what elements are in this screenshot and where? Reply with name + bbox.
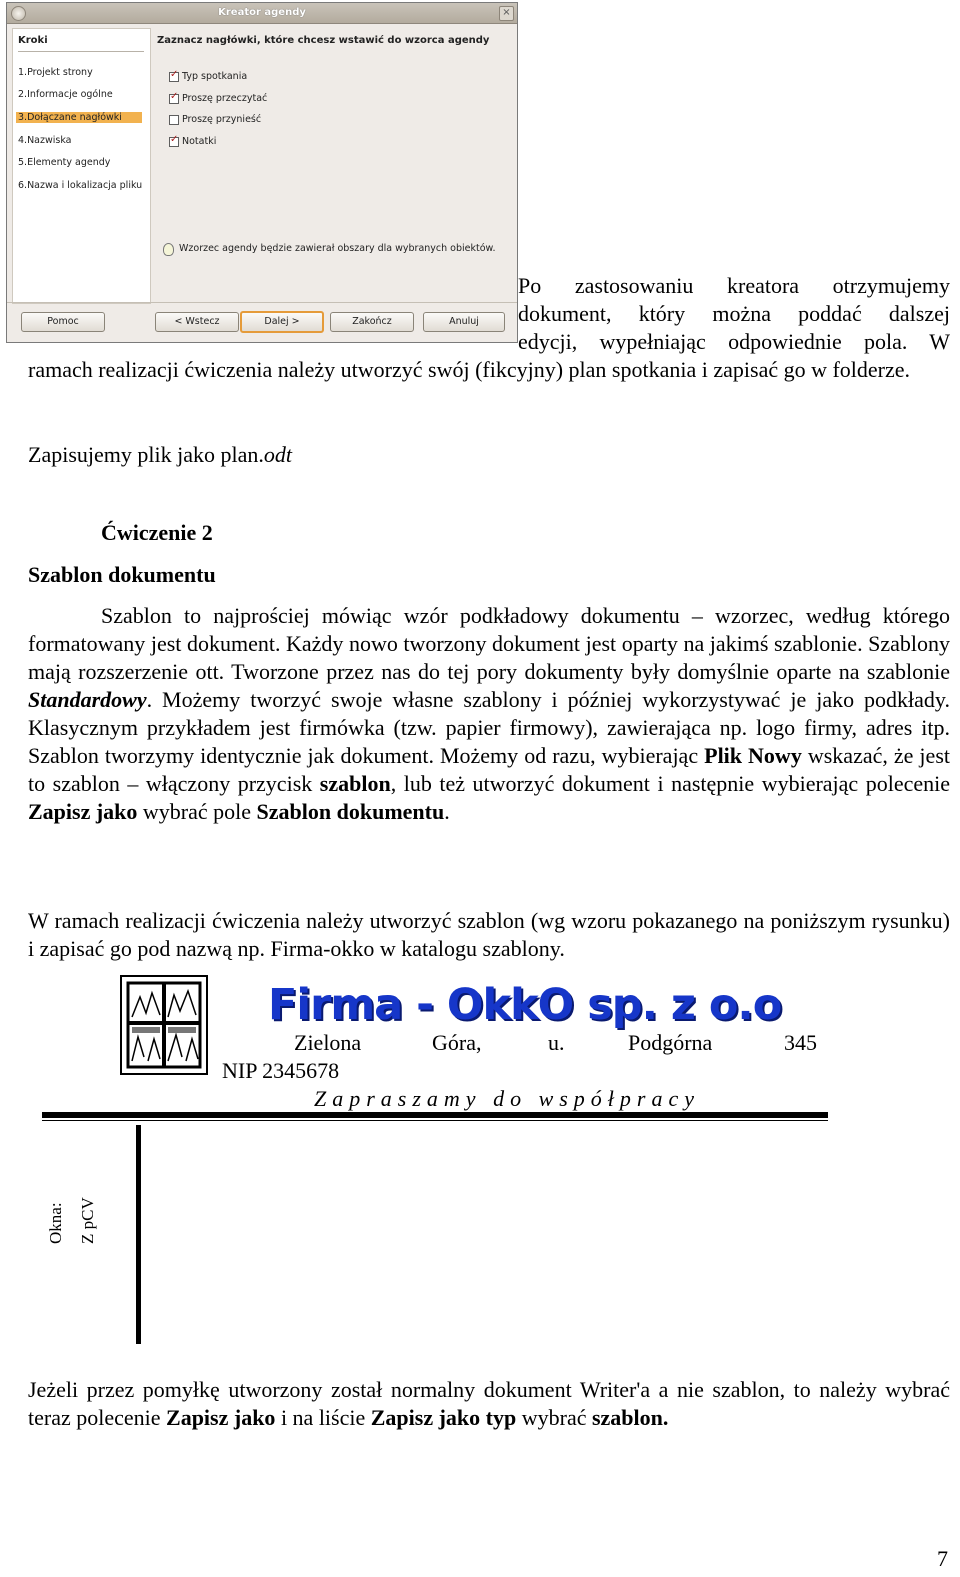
text-run: wybrać: [516, 1405, 592, 1430]
save-note: [28, 441, 292, 469]
slogan: Zapraszamy do współpracy: [314, 1086, 701, 1111]
window-drawing: [122, 977, 206, 1073]
checkbox-label: Proszę przynieść: [182, 114, 262, 125]
address-word: 345: [784, 1030, 817, 1055]
bold-run: Zapisz jako: [166, 1405, 276, 1430]
step-item[interactable]: 2.Informacje ogólne: [18, 89, 113, 100]
cancel-button[interactable]: Anuluj: [423, 312, 505, 332]
dialog-title-bar: [7, 3, 517, 24]
checkbox-checked[interactable]: [169, 94, 179, 104]
exercise-subtitle: Szablon dokumentu: [28, 562, 216, 587]
text-run: i na liście: [275, 1405, 371, 1430]
side-text: Z pCV: [78, 1197, 97, 1244]
vertical-divider: [136, 1125, 141, 1344]
intro-line: dokument, który można poddać dalszej: [518, 301, 950, 326]
content-heading: Zaznacz nagłówki, które chcesz wstawić do wzorca agendy: [157, 35, 490, 46]
bold-run: szablon.: [591, 1405, 669, 1430]
bold-run: Plik Nowy: [704, 743, 802, 768]
text-run: . Możemy tworzyć swoje własne szablony i później wykorzystywać je jako podkłady. Klasycznym przykładem jest firmówka (tzw. papier firmowy), zawierająca np. logo firmy, adres itp. Szablon tworzymy identycznie jak dokument. Możemy od razu, wybierając: [28, 687, 950, 768]
checkbox-label: Proszę przeczytać: [182, 93, 268, 104]
checkbox-checked[interactable]: [169, 72, 179, 82]
step-item-selected[interactable]: 3.Dołączane nagłówki: [16, 112, 142, 123]
back-button[interactable]: < Wstecz: [155, 312, 239, 332]
step-item[interactable]: 5.Elementy agendy: [18, 157, 111, 168]
template-paragraph: [28, 602, 950, 826]
close-icon[interactable]: ×: [499, 6, 514, 21]
company-logo: Firma - OkkO sp. z o.o: [268, 980, 782, 1030]
address-word: Zielona: [294, 1030, 362, 1055]
checkbox-checked[interactable]: [169, 137, 179, 147]
finish-button[interactable]: Zakończ: [330, 312, 414, 332]
bold-run: Zapisz jako: [28, 799, 138, 824]
side-text: Okna:: [46, 1202, 65, 1244]
nip-number: NIP 2345678: [222, 1058, 340, 1083]
dialog-title: Kreator agendy: [218, 7, 306, 18]
address-word: Góra,: [432, 1030, 482, 1055]
checkbox-unchecked[interactable]: [169, 115, 179, 125]
checkbox-label: Typ spotkania: [182, 71, 248, 82]
save-note-extension: odt: [263, 442, 292, 467]
agenda-wizard-dialog: [6, 2, 518, 343]
help-button[interactable]: Pomoc: [21, 312, 105, 332]
bold-run: szablon: [319, 771, 391, 796]
divider: [42, 1112, 828, 1118]
window-illustration: [120, 975, 208, 1075]
footer-paragraph: [28, 1376, 950, 1432]
step-item[interactable]: 6.Nazwa i lokalizacja pliku: [18, 180, 143, 191]
address-word: u.: [548, 1030, 565, 1055]
intro-line: Po zastosowaniu kreatora otrzymujemy: [518, 273, 950, 298]
text-run: , lub też utworzyć dokument i następnie wybierając polecenie: [390, 771, 950, 796]
checkbox-label: Notatki: [182, 136, 217, 147]
emphasis-run: Standardowy: [28, 687, 147, 712]
lightbulb-icon: [163, 243, 174, 256]
task-paragraph: W ramach realizacji ćwiczenia należy utworzyć szablon (wg wzoru pokazanego na poniższym rysunku) i zapisać go pod nazwą np. Firma-okko w katalogu szablony.: [28, 908, 950, 961]
text-run: Szablon to najprościej mówiąc wzór podkładowy dokumentu – wzorzec, według którego formatowany jest dokument. Każdy nowo tworzony dokument jest oparty na jakimś szablonie. Szablony mają rozszerzenie ott. Tworzone przez nas do tej pory dokumenty były domyślnie oparte na szablonie: [28, 603, 950, 684]
steps-header: Kroki: [18, 35, 48, 46]
intro-paragraph: ramach realizacji ćwiczenia należy utworzyć swój (fikcyjny) plan spotkania i zapisać go w folderze.: [28, 357, 911, 382]
steps-panel: [12, 28, 151, 304]
divider: [42, 1120, 828, 1121]
text-run: Jeżeli przez pomyłkę utworzony został normalny dokument Writer'a a nie szablon, to należy wybrać teraz polecenie: [28, 1377, 950, 1430]
divider: [7, 302, 517, 303]
exercise-title: Ćwiczenie 2: [101, 520, 213, 545]
divider: [18, 51, 144, 52]
step-item[interactable]: 4.Nazwiska: [18, 135, 72, 146]
intro-line: edycji, wypełniając odpowiednie pola. W: [518, 329, 950, 354]
address-word: Podgórna: [628, 1030, 713, 1055]
step-item[interactable]: 1.Projekt strony: [18, 67, 93, 78]
bold-run: Szablon dokumentu: [256, 799, 445, 824]
text-run: wskazać, że jest to szablon – włączony przycisk: [28, 743, 950, 796]
next-button[interactable]: Dalej >: [240, 311, 324, 333]
text-run: .: [444, 799, 450, 824]
info-text: Wzorzec agendy będzie zawierał obszary dla wybranych obiektów.: [179, 243, 496, 254]
page-number: 7: [937, 1546, 948, 1571]
save-note-text: Zapisujemy plik jako plan.: [28, 442, 264, 467]
bold-run: Zapisz jako typ: [370, 1405, 517, 1430]
text-run: wybrać pole: [137, 799, 257, 824]
